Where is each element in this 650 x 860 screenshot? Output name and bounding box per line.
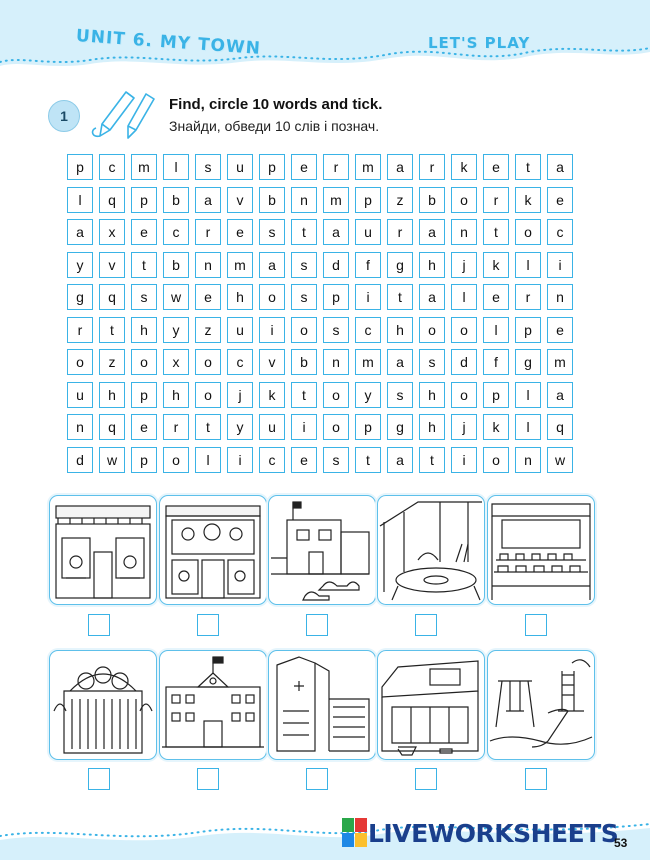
grid-cell[interactable]: g: [387, 252, 413, 278]
grid-cell[interactable]: o: [323, 382, 349, 408]
grid-cell[interactable]: w: [99, 447, 125, 473]
grid-cell[interactable]: a: [419, 284, 445, 310]
grid-cell[interactable]: k: [483, 252, 509, 278]
grid-cell[interactable]: t: [355, 447, 381, 473]
grid-cell[interactable]: l: [515, 252, 541, 278]
checkbox-toy-shop[interactable]: [197, 614, 219, 636]
grid-cell[interactable]: b: [259, 187, 285, 213]
grid-cell[interactable]: m: [227, 252, 253, 278]
grid-cell[interactable]: j: [451, 252, 477, 278]
grid-row: [67, 187, 579, 213]
grid-cell[interactable]: c: [355, 317, 381, 343]
grid-cell[interactable]: a: [547, 382, 573, 408]
grid-cell[interactable]: t: [131, 252, 157, 278]
grid-cell[interactable]: n: [291, 187, 317, 213]
grid-cell[interactable]: c: [547, 219, 573, 245]
hospital-picture: [268, 650, 376, 760]
grid-cell[interactable]: m: [355, 154, 381, 180]
grid-cell[interactable]: s: [291, 252, 317, 278]
grid-cell[interactable]: o: [451, 382, 477, 408]
zoo-picture: [49, 650, 157, 760]
checkbox-playground[interactable]: [525, 768, 547, 790]
cinema-picture: [487, 495, 595, 605]
grid-cell[interactable]: e: [131, 219, 157, 245]
grid-cell[interactable]: h: [419, 414, 445, 440]
grid-cell[interactable]: a: [547, 154, 573, 180]
grid-cell[interactable]: o: [195, 349, 221, 375]
grid-cell[interactable]: c: [259, 447, 285, 473]
grid-cell[interactable]: i: [291, 414, 317, 440]
grid-cell[interactable]: n: [451, 219, 477, 245]
grid-cell[interactable]: t: [387, 284, 413, 310]
grid-cell[interactable]: i: [547, 252, 573, 278]
grid-cell[interactable]: c: [163, 219, 189, 245]
grid-cell[interactable]: h: [163, 382, 189, 408]
grid-cell[interactable]: j: [227, 382, 253, 408]
grid-row: [67, 252, 579, 278]
grid-cell[interactable]: k: [451, 154, 477, 180]
checkbox-cinema[interactable]: [525, 614, 547, 636]
grid-cell[interactable]: s: [387, 382, 413, 408]
grid-cell[interactable]: d: [323, 252, 349, 278]
grid-cell[interactable]: w: [163, 284, 189, 310]
unit-title: UNIT 6. MY TOWN: [75, 26, 262, 59]
grid-cell[interactable]: p: [483, 382, 509, 408]
grid-cell[interactable]: i: [355, 284, 381, 310]
grid-cell[interactable]: b: [163, 187, 189, 213]
grid-cell[interactable]: p: [131, 187, 157, 213]
grid-cell[interactable]: z: [387, 187, 413, 213]
grid-cell[interactable]: p: [67, 154, 93, 180]
grid-cell[interactable]: e: [131, 414, 157, 440]
grid-cell[interactable]: s: [291, 284, 317, 310]
grid-cell[interactable]: o: [195, 382, 221, 408]
grid-row: [67, 219, 579, 245]
grid-cell[interactable]: j: [451, 414, 477, 440]
grid-cell[interactable]: t: [291, 219, 317, 245]
grid-cell[interactable]: g: [387, 414, 413, 440]
grid-cell[interactable]: o: [451, 317, 477, 343]
grid-cell[interactable]: m: [323, 187, 349, 213]
police-station-picture: [268, 495, 376, 605]
grid-cell[interactable]: l: [163, 154, 189, 180]
task-instruction-ua: Знайди, обведи 10 слів і познач.: [169, 118, 380, 134]
grid-cell[interactable]: o: [451, 187, 477, 213]
grid-cell[interactable]: q: [547, 414, 573, 440]
task-instruction-en: Find, circle 10 words and tick.: [169, 96, 383, 113]
grid-cell[interactable]: p: [355, 187, 381, 213]
checkbox-pet-shop[interactable]: [88, 614, 110, 636]
grid-cell[interactable]: h: [99, 382, 125, 408]
grid-cell[interactable]: a: [195, 187, 221, 213]
grid-cell[interactable]: i: [451, 447, 477, 473]
checkbox-police-station[interactable]: [306, 614, 328, 636]
grid-cell[interactable]: c: [227, 349, 253, 375]
grid-cell[interactable]: a: [259, 252, 285, 278]
playground-picture: [487, 650, 595, 760]
grid-cell[interactable]: r: [323, 154, 349, 180]
grid-cell[interactable]: e: [483, 284, 509, 310]
school-picture: [159, 650, 267, 760]
grid-cell[interactable]: e: [227, 219, 253, 245]
grid-cell[interactable]: l: [515, 414, 541, 440]
grid-cell[interactable]: o: [67, 349, 93, 375]
grid-cell[interactable]: e: [195, 284, 221, 310]
grid-cell[interactable]: p: [323, 284, 349, 310]
grid-cell[interactable]: c: [99, 154, 125, 180]
grid-cell[interactable]: o: [323, 414, 349, 440]
checkbox-zoo[interactable]: [88, 768, 110, 790]
grid-cell[interactable]: m: [547, 349, 573, 375]
grid-cell[interactable]: n: [67, 414, 93, 440]
grid-cell[interactable]: a: [387, 349, 413, 375]
grid-cell[interactable]: h: [419, 382, 445, 408]
grid-cell[interactable]: r: [483, 187, 509, 213]
checkbox-supermarket[interactable]: [415, 768, 437, 790]
grid-cell[interactable]: r: [515, 284, 541, 310]
grid-cell[interactable]: u: [355, 219, 381, 245]
grid-cell[interactable]: b: [163, 252, 189, 278]
grid-cell[interactable]: s: [323, 447, 349, 473]
grid-cell[interactable]: h: [419, 252, 445, 278]
grid-cell[interactable]: z: [195, 317, 221, 343]
grid-cell[interactable]: e: [547, 317, 573, 343]
grid-cell[interactable]: t: [419, 447, 445, 473]
task-number-badge: 1: [48, 100, 80, 132]
grid-cell[interactable]: h: [387, 317, 413, 343]
grid-row: [67, 382, 579, 408]
grid-cell[interactable]: q: [99, 187, 125, 213]
grid-cell[interactable]: m: [355, 349, 381, 375]
grid-cell[interactable]: a: [323, 219, 349, 245]
liveworksheets-logo[interactable]: [342, 818, 618, 848]
grid-cell[interactable]: d: [67, 447, 93, 473]
grid-cell[interactable]: i: [259, 317, 285, 343]
grid-cell[interactable]: n: [515, 447, 541, 473]
grid-row: [67, 317, 579, 343]
grid-cell[interactable]: r: [195, 219, 221, 245]
grid-cell[interactable]: r: [419, 154, 445, 180]
pencils-icon: [82, 86, 162, 142]
grid-cell[interactable]: n: [547, 284, 573, 310]
grid-cell[interactable]: a: [387, 154, 413, 180]
grid-cell[interactable]: k: [515, 187, 541, 213]
grid-cell[interactable]: e: [547, 187, 573, 213]
grid-cell[interactable]: t: [291, 382, 317, 408]
grid-cell[interactable]: h: [227, 284, 253, 310]
grid-cell[interactable]: q: [99, 284, 125, 310]
grid-cell[interactable]: u: [227, 317, 253, 343]
grid-cell[interactable]: p: [355, 414, 381, 440]
grid-cell[interactable]: y: [67, 252, 93, 278]
grid-cell[interactable]: e: [483, 154, 509, 180]
grid-cell[interactable]: a: [419, 219, 445, 245]
grid-cell[interactable]: x: [99, 219, 125, 245]
grid-cell[interactable]: i: [227, 447, 253, 473]
grid-cell[interactable]: o: [419, 317, 445, 343]
restaurant-picture: [377, 495, 485, 605]
grid-cell[interactable]: s: [195, 154, 221, 180]
grid-cell[interactable]: h: [131, 317, 157, 343]
grid-cell[interactable]: l: [67, 187, 93, 213]
grid-cell[interactable]: v: [227, 187, 253, 213]
grid-cell[interactable]: n: [195, 252, 221, 278]
grid-cell[interactable]: r: [163, 414, 189, 440]
grid-row: [67, 349, 579, 375]
grid-cell[interactable]: y: [163, 317, 189, 343]
grid-row: [67, 447, 579, 473]
grid-cell[interactable]: u: [227, 154, 253, 180]
grid-cell[interactable]: q: [99, 414, 125, 440]
grid-cell[interactable]: f: [483, 349, 509, 375]
grid-cell[interactable]: u: [259, 414, 285, 440]
grid-cell[interactable]: m: [131, 154, 157, 180]
grid-row: [67, 284, 579, 310]
grid-cell[interactable]: r: [67, 317, 93, 343]
grid-cell[interactable]: l: [451, 284, 477, 310]
checkbox-hospital[interactable]: [306, 768, 328, 790]
grid-cell[interactable]: p: [131, 382, 157, 408]
grid-cell[interactable]: l: [483, 317, 509, 343]
grid-cell[interactable]: t: [195, 414, 221, 440]
page-number: 53: [614, 836, 628, 850]
grid-cell[interactable]: o: [259, 284, 285, 310]
grid-cell[interactable]: y: [227, 414, 253, 440]
grid-cell[interactable]: p: [131, 447, 157, 473]
grid-cell[interactable]: l: [515, 382, 541, 408]
grid-cell[interactable]: g: [515, 349, 541, 375]
grid-cell[interactable]: n: [323, 349, 349, 375]
grid-cell[interactable]: r: [387, 219, 413, 245]
grid-cell[interactable]: u: [67, 382, 93, 408]
grid-cell[interactable]: v: [99, 252, 125, 278]
grid-cell[interactable]: o: [515, 219, 541, 245]
grid-cell[interactable]: k: [259, 382, 285, 408]
grid-cell[interactable]: f: [355, 252, 381, 278]
grid-row: [67, 154, 579, 180]
grid-cell[interactable]: t: [483, 219, 509, 245]
grid-cell[interactable]: a: [67, 219, 93, 245]
grid-cell[interactable]: d: [451, 349, 477, 375]
grid-cell[interactable]: b: [291, 349, 317, 375]
checkbox-restaurant[interactable]: [415, 614, 437, 636]
grid-cell[interactable]: b: [419, 187, 445, 213]
grid-cell[interactable]: v: [259, 349, 285, 375]
pet-shop-picture: [49, 495, 157, 605]
grid-cell[interactable]: k: [483, 414, 509, 440]
grid-cell[interactable]: s: [131, 284, 157, 310]
grid-cell[interactable]: e: [291, 447, 317, 473]
grid-cell[interactable]: w: [547, 447, 573, 473]
grid-cell[interactable]: l: [195, 447, 221, 473]
grid-cell[interactable]: t: [99, 317, 125, 343]
grid-cell[interactable]: o: [483, 447, 509, 473]
grid-cell[interactable]: z: [99, 349, 125, 375]
supermarket-picture: [377, 650, 485, 760]
grid-cell[interactable]: t: [515, 154, 541, 180]
checkbox-school[interactable]: [197, 768, 219, 790]
grid-cell[interactable]: s: [419, 349, 445, 375]
grid-cell[interactable]: x: [163, 349, 189, 375]
grid-cell[interactable]: s: [323, 317, 349, 343]
grid-cell[interactable]: e: [291, 154, 317, 180]
grid-cell[interactable]: s: [259, 219, 285, 245]
grid-cell[interactable]: p: [515, 317, 541, 343]
grid-cell[interactable]: y: [355, 382, 381, 408]
grid-cell[interactable]: o: [163, 447, 189, 473]
live-logo-mark: [342, 818, 368, 848]
section-title: LET'S PLAY: [428, 34, 531, 52]
grid-cell[interactable]: o: [291, 317, 317, 343]
toy-shop-picture: [159, 495, 267, 605]
grid-cell[interactable]: a: [387, 447, 413, 473]
grid-cell[interactable]: g: [67, 284, 93, 310]
grid-cell[interactable]: p: [259, 154, 285, 180]
logo-text: LIVEWORKSHEETS: [368, 818, 619, 848]
grid-row: [67, 414, 579, 440]
word-search-grid[interactable]: [67, 154, 579, 479]
grid-cell[interactable]: o: [131, 349, 157, 375]
